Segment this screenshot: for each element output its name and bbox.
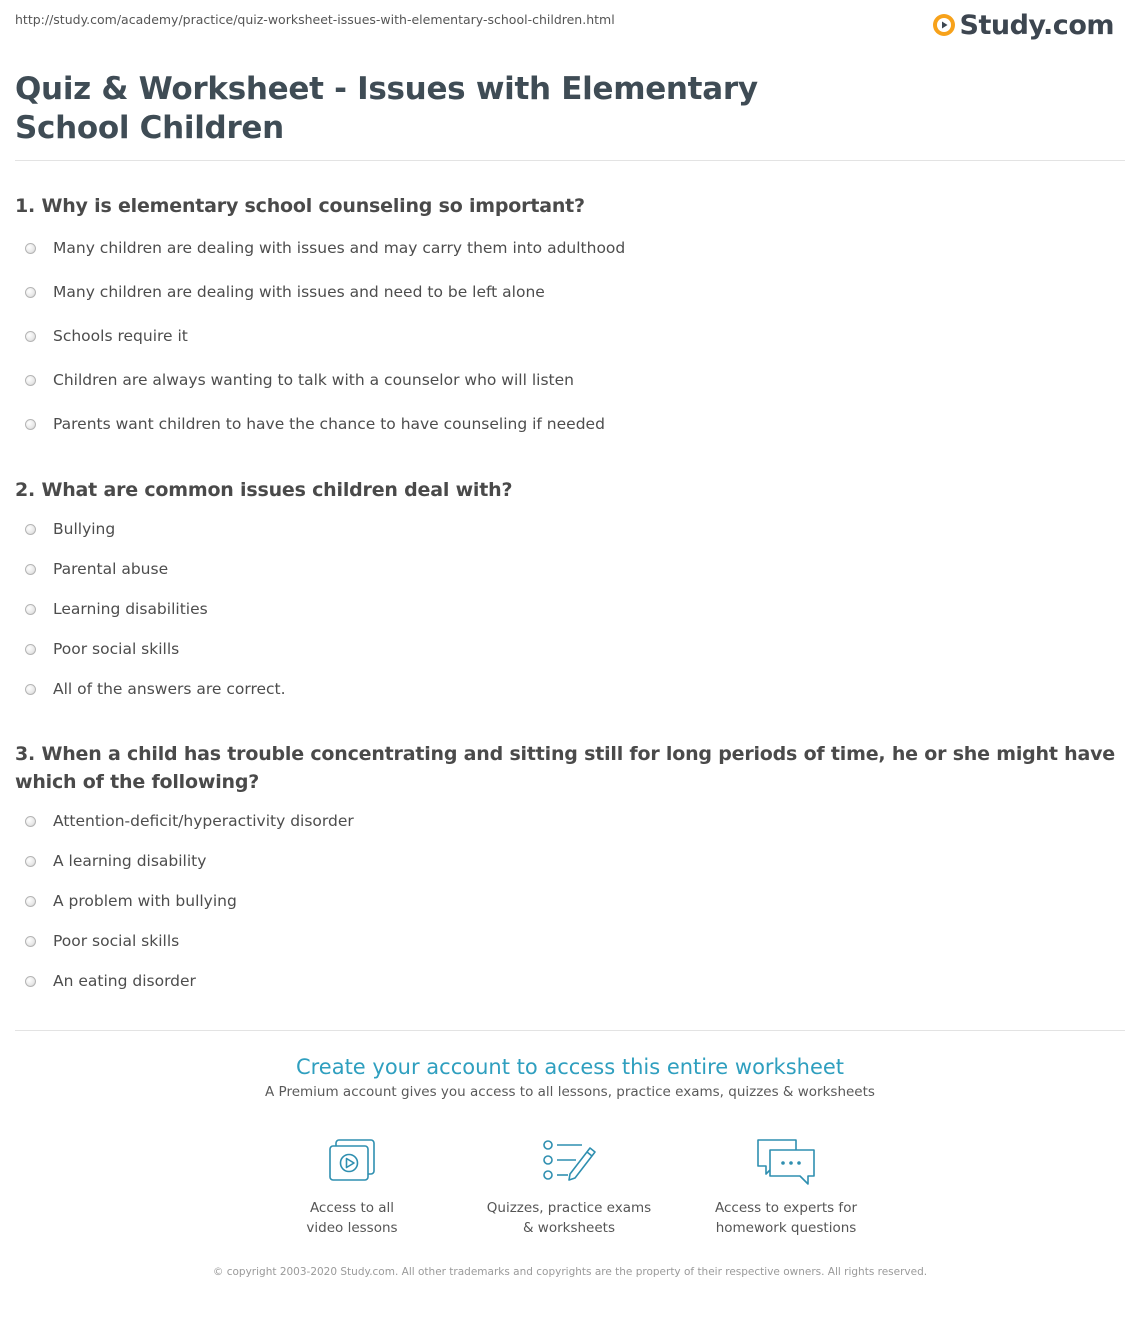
answer-options	[15, 226, 1127, 446]
radio-button-icon[interactable]	[25, 375, 36, 386]
question-1	[15, 192, 1127, 446]
feature-label	[252, 1198, 452, 1238]
answer-option[interactable]	[15, 669, 1127, 709]
feature-label-line: video lessons	[306, 1220, 398, 1236]
answer-label: Bullying	[53, 520, 116, 538]
answer-option[interactable]	[15, 509, 1127, 549]
answer-option[interactable]	[15, 589, 1127, 629]
video-lessons-icon	[326, 1136, 378, 1186]
page-title: Quiz & Worksheet - Issues with Elementary School Children	[15, 71, 758, 146]
answer-option[interactable]	[15, 226, 1127, 270]
radio-button-icon[interactable]	[25, 604, 36, 615]
answer-label: A problem with bullying	[53, 892, 237, 910]
answer-option[interactable]	[15, 358, 1127, 402]
answer-label: Children are always wanting to talk with a counselor who will listen	[53, 371, 574, 389]
answer-label: A learning disability	[53, 852, 207, 870]
answer-label: Schools require it	[53, 327, 188, 345]
answer-option[interactable]	[15, 961, 1127, 1001]
feature-label-line: Access to all	[309, 1200, 395, 1216]
answer-option[interactable]	[15, 270, 1127, 314]
copyright-notice: © copyright 2003-2020 Study.com. All other trademarks and copyrights are the property of their respective owners. All rights reserved.	[212, 1266, 928, 1278]
answer-label: All of the answers are correct.	[53, 680, 286, 698]
answer-option[interactable]	[15, 801, 1127, 841]
radio-button-icon[interactable]	[25, 287, 36, 298]
page-url: http://study.com/academy/practice/quiz-worksheet-issues-with-elementary-school-children.html	[15, 12, 615, 27]
create-account-link[interactable]: Create your account to access this entire worksheet	[295, 1055, 845, 1079]
radio-button-icon[interactable]	[25, 524, 36, 535]
radio-button-icon[interactable]	[25, 644, 36, 655]
answer-label: Attention-deficit/hyperactivity disorder	[53, 812, 354, 830]
radio-button-icon[interactable]	[25, 564, 36, 575]
chat-bubbles-icon	[754, 1136, 818, 1186]
answer-label: Learning disabilities	[53, 600, 208, 618]
answer-option[interactable]	[15, 549, 1127, 589]
answer-option[interactable]	[15, 921, 1127, 961]
cta-subheading: A Premium account gives you access to all lessons, practice exams, quizzes & worksheets	[265, 1084, 875, 1100]
answer-label: Poor social skills	[53, 932, 180, 950]
answer-label: Poor social skills	[53, 640, 180, 658]
radio-button-icon[interactable]	[25, 419, 36, 430]
logo-text: Study.com	[959, 9, 1114, 41]
feature-label-line: homework questions	[715, 1220, 857, 1236]
answer-option[interactable]	[15, 629, 1127, 669]
feature-label	[469, 1198, 669, 1238]
radio-button-icon[interactable]	[25, 976, 36, 987]
answer-option[interactable]	[15, 881, 1127, 921]
feature-video-lessons	[252, 1136, 452, 1238]
feature-label-line: Quizzes, practice exams	[486, 1200, 652, 1216]
radio-button-icon[interactable]	[25, 896, 36, 907]
cta-divider	[15, 1030, 1125, 1031]
answer-label: Many children are dealing with issues and need to be left alone	[53, 283, 545, 301]
answer-option[interactable]	[15, 314, 1127, 358]
radio-button-icon[interactable]	[25, 816, 36, 827]
question-2	[15, 476, 1127, 709]
answer-option[interactable]	[15, 841, 1127, 881]
feature-label-line: & worksheets	[522, 1220, 615, 1236]
question-text: 1. Why is elementary school counseling so important?	[15, 195, 585, 217]
feature-label-line: Access to experts for	[714, 1200, 857, 1216]
premium-cta	[0, 1052, 1140, 1102]
answer-label: Parental abuse	[53, 560, 169, 578]
feature-quizzes	[469, 1136, 669, 1238]
question-text: 2. What are common issues children deal with?	[15, 479, 513, 501]
question-text: 3. When a child has trouble concentrating and sitting still for long periods of time, he or she might have which of the following?	[15, 743, 1115, 793]
feature-label	[686, 1198, 886, 1238]
radio-button-icon[interactable]	[25, 243, 36, 254]
radio-button-icon[interactable]	[25, 331, 36, 342]
answer-options	[15, 801, 1127, 1001]
question-3	[15, 740, 1127, 1001]
title-divider	[15, 160, 1125, 161]
radio-button-icon[interactable]	[25, 936, 36, 947]
study-logo[interactable]	[932, 8, 1114, 42]
answer-label: Parents want children to have the chance to have counseling if needed	[53, 415, 605, 433]
quiz-checklist-icon	[540, 1136, 598, 1186]
feature-experts	[686, 1136, 886, 1238]
play-circle-icon	[932, 13, 956, 37]
answer-options	[15, 509, 1127, 709]
answer-option[interactable]	[15, 402, 1127, 446]
answer-label: An eating disorder	[53, 972, 196, 990]
radio-button-icon[interactable]	[25, 856, 36, 867]
radio-button-icon[interactable]	[25, 684, 36, 695]
answer-label: Many children are dealing with issues and may carry them into adulthood	[53, 239, 626, 257]
